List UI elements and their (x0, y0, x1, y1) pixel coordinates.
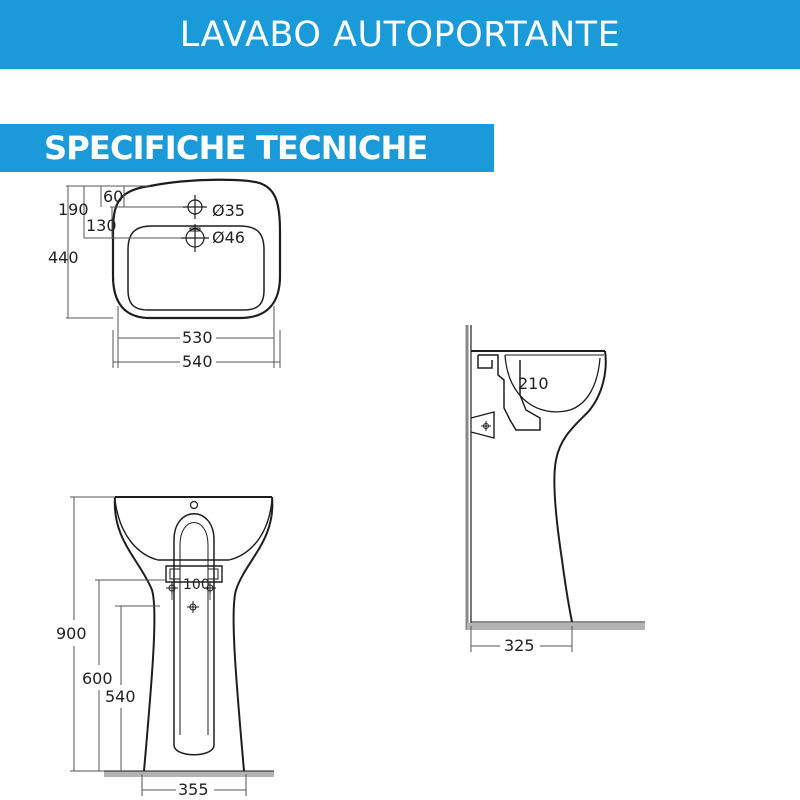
dim-540: 540 (182, 352, 213, 371)
dim-d35: Ø35 (212, 201, 245, 220)
dim-440: 440 (48, 248, 79, 267)
dim-355: 355 (178, 780, 209, 799)
wall-bracket (471, 412, 494, 438)
dim-130: 130 (86, 216, 117, 235)
page-title: LAVABO AUTOPORTANTE (179, 15, 621, 55)
dim-600: 600 (82, 669, 113, 688)
dim-190: 190 (58, 200, 89, 219)
dim-530: 530 (182, 328, 213, 347)
dim-210: 210 (518, 374, 549, 393)
dim-900: 900 (56, 624, 87, 643)
side-view (467, 325, 645, 652)
section-title: SPECIFICHE TECNICHE (44, 129, 428, 167)
tap-hole-symbol (183, 195, 207, 219)
side-view-profile (554, 351, 605, 622)
floor-side (467, 623, 645, 630)
dim-d46: Ø46 (212, 228, 245, 247)
dim-100: 100 (183, 577, 210, 593)
front-view (70, 497, 274, 796)
floor-front (104, 771, 274, 777)
dim-540-front: 540 (105, 687, 136, 706)
dim-60: 60 (103, 187, 124, 206)
dim-325: 325 (504, 636, 535, 655)
top-view (66, 180, 280, 368)
front-view-profile (115, 497, 273, 771)
